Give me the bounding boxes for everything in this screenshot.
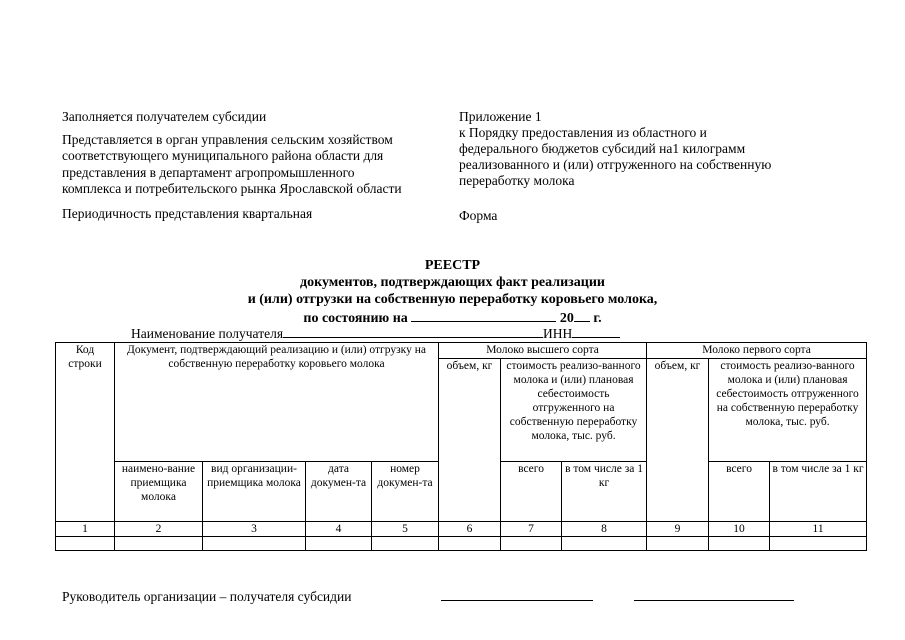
header-top-total: всего <box>501 462 562 522</box>
empty-cell[interactable] <box>770 537 867 551</box>
empty-cell[interactable] <box>709 537 770 551</box>
header-top-grade: Молоко высшего сорта <box>439 343 647 359</box>
col-number: 1 <box>56 522 115 537</box>
title-line-2: документов, подтверждающих факт реализации <box>300 275 605 290</box>
header-first-total: всего <box>709 462 770 522</box>
col-number: 5 <box>372 522 439 537</box>
document-title <box>0 257 905 327</box>
recipient-line <box>131 324 620 342</box>
empty-cell[interactable] <box>501 537 562 551</box>
registry-table <box>55 342 867 551</box>
header-doc-date: дата докумен-та <box>306 462 372 522</box>
left-header-block <box>62 109 457 222</box>
header-code: Код строки <box>56 343 115 522</box>
empty-cell[interactable] <box>306 537 372 551</box>
empty-cell[interactable] <box>115 537 203 551</box>
col-number: 4 <box>306 522 372 537</box>
col-number: 2 <box>115 522 203 537</box>
signature-line[interactable] <box>441 600 593 601</box>
col-number: 8 <box>562 522 647 537</box>
col-number: 10 <box>709 522 770 537</box>
header-first-volume: объем, кг <box>647 359 709 522</box>
column-numbers-row <box>56 522 867 537</box>
header-top-cost: стоимость реализо-ванного молока и (или) плановая себестоимость отгруженного на собственную переработку молока, тыс. руб. <box>501 359 647 462</box>
header-row-1 <box>56 343 867 359</box>
header-document: Документ, подтверждающий реализацию и (или) отгрузку на собственную переработку коровьего молока <box>115 343 439 462</box>
appendix-reference: к Порядку предоставления из областного и федерального бюджетов субсидий на1 килограмм реализованного и (или) отгруженного на собственную переработку молока <box>459 125 772 188</box>
col-number: 7 <box>501 522 562 537</box>
header-doc-number: номер докумен-та <box>372 462 439 522</box>
header-org-type: вид организации-приемщика молока <box>203 462 306 522</box>
header-first-cost: стоимость реализо-ванного молока и (или) плановая себестоимость отгруженного на собственную переработку молока, тыс. руб. <box>709 359 867 462</box>
year-blank[interactable] <box>574 308 590 322</box>
title-line-3: и (или) отгрузки на собственную переработку коровьего молока, <box>247 292 658 307</box>
appendix-label: Приложение 1 <box>459 109 542 124</box>
right-header-block <box>459 109 859 224</box>
submitted-to-note: Представляется в орган управления сельским хозяйством соответствующего муниципального района области для представления в департамент агропромышленного комплекса и потребительского рынка Ярославской области <box>62 131 402 196</box>
empty-cell[interactable] <box>439 537 501 551</box>
header-top-per-kg: в том числе за 1 кг <box>562 462 647 522</box>
name-line[interactable] <box>634 600 794 601</box>
inn-blank[interactable] <box>572 324 620 338</box>
header-first-per-kg: в том числе за 1 кг <box>770 462 867 522</box>
periodicity-note: Периодичность представления квартальная <box>62 205 313 221</box>
title-registry: РЕЕСТР <box>424 258 481 273</box>
date-blank[interactable] <box>411 308 556 322</box>
empty-cell[interactable] <box>647 537 709 551</box>
col-number: 9 <box>647 522 709 537</box>
header-recipient-name: наимено-вание приемщика молока <box>115 462 203 522</box>
data-row-empty <box>56 537 867 551</box>
signature-label: Руководитель организации – получателя субсидии <box>62 589 352 604</box>
header-top-volume: объем, кг <box>439 359 501 522</box>
empty-cell[interactable] <box>203 537 306 551</box>
title-date-line: по состоянию на 20 г. <box>0 308 905 327</box>
inn-label: ИНН <box>543 326 573 341</box>
empty-cell[interactable] <box>372 537 439 551</box>
recipient-label: Наименование получателя <box>131 326 284 341</box>
form-label: Форма <box>459 208 498 223</box>
filled-by-note: Заполняется получателем субсидии <box>62 109 267 124</box>
empty-cell[interactable] <box>562 537 647 551</box>
col-number: 11 <box>770 522 867 537</box>
recipient-name-blank[interactable] <box>283 324 543 338</box>
empty-cell[interactable] <box>56 537 115 551</box>
col-number: 3 <box>203 522 306 537</box>
header-first-grade: Молоко первого сорта <box>647 343 867 359</box>
col-number: 6 <box>439 522 501 537</box>
